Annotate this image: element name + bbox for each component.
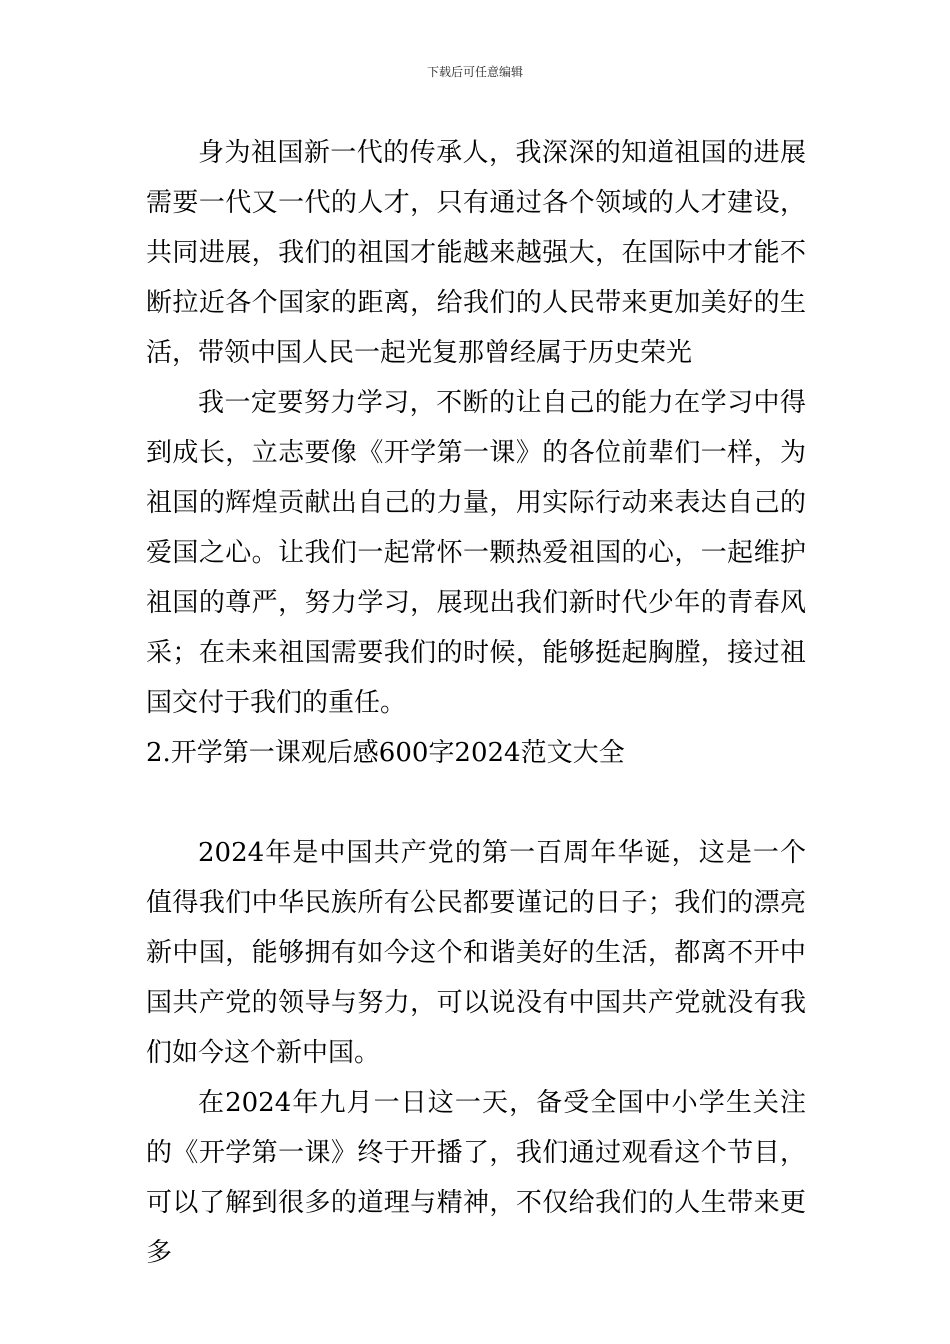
section-heading: 2.开学第一课观后感600字2024范文大全 (146, 738, 625, 768)
page-header-note: 下载后可任意编辑 (426, 65, 523, 79)
paragraph-4: 在2024年九月一日这一天，备受全国中小学生关注的《开学第一课》终于开播了，我们通过观看这个节目，可以了解到很多的道理与精神，不仅给我们的人生带来更多 (146, 1088, 806, 1268)
body-text-top (146, 128, 806, 778)
paragraph-2: 我一定要努力学习，不断的让自己的能力在学习中得到成长，立志要像《开学第一课》的各位前辈们一样，为祖国的辉煌贡献出自己的力量，用实际行动来表达自己的爱国之心。让我们一起常怀一颗热爱祖国的心，一起维护祖国的尊严，努力学习，展现出我们新时代少年的青春风采；在未来祖国需要我们的时候，能够挺起胸膛，接过祖国交付于我们的重任。 (146, 388, 806, 718)
paragraph-1: 身为祖国新一代的传承人，我深深的知道祖国的进展需要一代又一代的人才，只有通过各个领域的人才建设，共同进展，我们的祖国才能越来越强大，在国际中才能不断拉近各个国家的距离，给我们的人民带来更加美好的生活，带领中国人民一起光复那曾经属于历史荣光 (146, 138, 806, 368)
paragraph-3: 2024年是中国共产党的第一百周年华诞，这是一个值得我们中华民族所有公民都要谨记的日子；我们的漂亮新中国，能够拥有如今这个和谐美好的生活，都离不开中国共产党的领导与努力，可以说没有中国共产党就没有我们如今这个新中国。 (146, 838, 806, 1068)
body-text-bottom (146, 828, 806, 1278)
